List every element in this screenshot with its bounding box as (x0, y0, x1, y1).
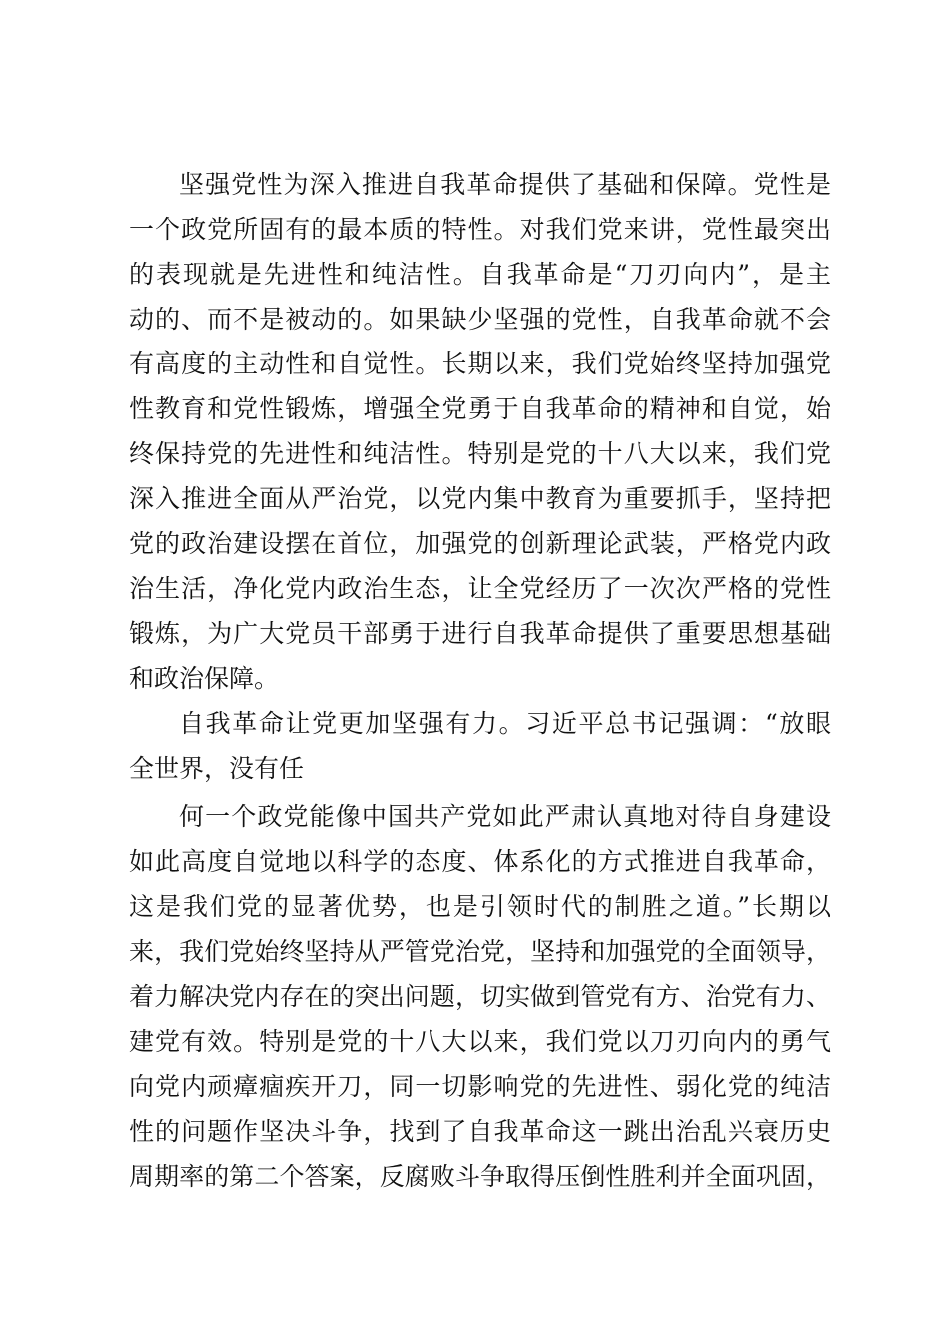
paragraph-3-line-3: 这是我们党的显著优势，也是引领时代的制胜之道。”长期以 (129, 892, 831, 921)
paragraph-2-line-1: 自我革命让党更加坚强有力。习近平总书记强调：“放眼 (179, 709, 831, 738)
paragraph-1-line-7: 终保持党的先进性和纯洁性。特别是党的十八大以来，我们党 (129, 439, 831, 468)
paragraph-1-line-5: 有高度的主动性和自觉性。长期以来，我们党始终坚持加强党 (129, 349, 831, 378)
paragraph-1-line-8: 深入推进全面从严治党，以党内集中教育为重要抓手，坚持把 (129, 484, 831, 513)
paragraph-1-line-11: 锻炼，为广大党员干部勇于进行自我革命提供了重要思想基础 (129, 619, 831, 648)
paragraph-1-line-1: 坚强党性为深入推进自我革命提供了基础和保障。党性是 (179, 170, 831, 199)
paragraph-3-line-6: 建党有效。特别是党的十八大以来，我们党以刀刃向内的勇气 (129, 1027, 831, 1056)
paragraph-1-line-10: 治生活，净化党内政治生态，让全党经历了一次次严格的党性 (129, 574, 831, 603)
paragraph-3-line-4: 来，我们党始终坚持从严管党治党，坚持和加强党的全面领导， (129, 937, 831, 966)
paragraph-1-line-3: 的表现就是先进性和纯洁性。自我革命是“刀刃向内”，是主 (129, 260, 831, 289)
paragraph-3-line-9: 周期率的第二个答案，反腐败斗争取得压倒性胜利并全面巩固， (129, 1162, 831, 1191)
paragraph-2-line-2: 全世界，没有任 (129, 754, 305, 783)
paragraph-1-line-4: 动的、而不是被动的。如果缺少坚强的党性，自我革命就不会 (129, 305, 831, 334)
paragraph-3-line-2: 如此高度自觉地以科学的态度、体系化的方式推进自我革命， (129, 847, 831, 876)
paragraph-3-line-8: 性的问题作坚决斗争，找到了自我革命这一跳出治乱兴衰历史 (129, 1117, 831, 1146)
paragraph-1-line-2: 一个政党所固有的最本质的特性。对我们党来讲，党性最突出 (129, 215, 831, 244)
paragraph-1-line-12: 和政治保障。 (129, 664, 280, 693)
paragraph-3-line-7: 向党内顽瘴痼疾开刀，同一切影响党的先进性、弱化党的纯洁 (129, 1072, 831, 1101)
paragraph-3-line-5: 着力解决党内存在的突出问题，切实做到管党有方、治党有力、 (129, 982, 831, 1011)
paragraph-1-line-6: 性教育和党性锻炼，增强全党勇于自我革命的精神和自觉，始 (129, 394, 831, 423)
paragraph-1-line-9: 党的政治建设摆在首位，加强党的创新理论武装，严格党内政 (129, 529, 831, 558)
paragraph-3-line-1: 何一个政党能像中国共产党如此严肃认真地对待自身建设 (179, 802, 831, 831)
